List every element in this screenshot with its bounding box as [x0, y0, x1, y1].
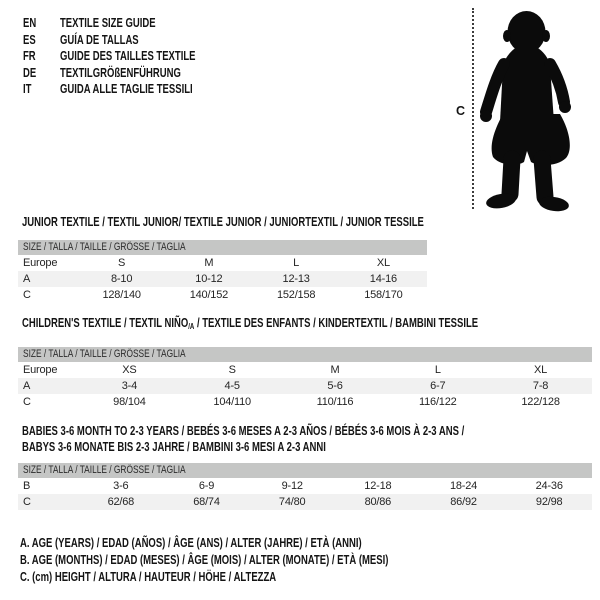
- table-cell: 98/104: [113, 396, 146, 408]
- language-code: DE: [23, 65, 37, 80]
- table-cell: S: [118, 257, 126, 269]
- language-row: [23, 32, 238, 49]
- size-header-text: SIZE / TALLA / TAILLE / GRÖSSE / TAGLIA: [23, 241, 186, 253]
- section-title-text: BABIES 3-6 MONTH TO 2-3 YEARS / BEBÉS 3-6 MESES A 2-3 AÑOS / BÉBÉS 3-6 MOIS À 2-3 ANS /: [22, 424, 465, 438]
- row-label: A: [23, 273, 31, 285]
- row-label: Europe: [23, 364, 58, 376]
- section-title-text: BABYS 3-6 MONATE BIS 2-3 JAHRE / BAMBINI 3-6 MESI A 2-3 ANNI: [22, 440, 326, 454]
- language-row: [23, 81, 238, 98]
- section-title-text: JUNIOR TEXTILE / TEXTIL JUNIOR/ TEXTILE JUNIOR / JUNIORTEXTIL / JUNIOR TESSILE: [22, 215, 424, 229]
- language-code: EN: [23, 16, 37, 30]
- size-header-bar: [18, 347, 592, 362]
- table-cell: 122/128: [521, 396, 560, 408]
- size-table: [18, 478, 592, 510]
- section-title: [22, 214, 551, 230]
- table-cell: 92/98: [535, 496, 563, 508]
- legend-note: [20, 569, 505, 586]
- language-code: IT: [23, 82, 32, 96]
- table-cell: M: [330, 364, 340, 376]
- row-label: C: [23, 496, 31, 508]
- table-cell: 68/74: [193, 496, 220, 508]
- language-title: [60, 32, 163, 49]
- row-label: C: [23, 396, 31, 408]
- language-title-text: TEXTILGRÖßENFÜHRUNG: [60, 65, 181, 80]
- table-cell: 14-16: [369, 273, 397, 285]
- section-title-line: [22, 315, 478, 335]
- language-code: ES: [23, 32, 36, 47]
- table-cell: 86/92: [450, 496, 477, 508]
- table-cell: 3-6: [113, 480, 129, 492]
- table-cell: 110/116: [316, 396, 354, 408]
- section-title: [22, 315, 600, 335]
- section-title-line: [22, 214, 424, 230]
- table-cell: 12-18: [364, 480, 392, 492]
- size-table: [18, 255, 427, 303]
- legend-note-text: C. (cm) HEIGHT / ALTURA / HAUTEUR / HÖHE / ALTEZZA: [20, 570, 277, 584]
- table-row: [18, 494, 592, 510]
- section-title-text: / TEXTILE DES ENFANTS / KINDERTEXTIL / BAMBINI TESSILE: [194, 316, 479, 330]
- legend-note: [20, 552, 505, 569]
- table-cell: L: [293, 257, 300, 269]
- table-cell: 6-7: [430, 380, 446, 392]
- section-title-text: CHILDREN'S TEXTILE / TEXTIL NIÑO: [22, 316, 189, 330]
- language-row: [23, 48, 238, 65]
- table-cell: 24-36: [535, 480, 563, 492]
- language-list: [23, 15, 238, 98]
- legend-notes: [20, 535, 505, 586]
- language-title: [60, 48, 238, 65]
- height-measure-label: C: [456, 104, 466, 118]
- table-cell: 10-12: [195, 273, 223, 285]
- table-cell: XL: [376, 257, 390, 269]
- section-title-text: /A: [188, 322, 195, 331]
- size-header-text: SIZE / TALLA / TAILLE / GRÖSSE / TAGLIA: [23, 348, 186, 360]
- table-cell: 8-10: [111, 273, 133, 285]
- section-title-line: [22, 439, 326, 455]
- size-table: [18, 362, 592, 410]
- table-cell: 62/68: [107, 496, 135, 508]
- table-cell: 74/80: [278, 496, 306, 508]
- table-row: [18, 478, 592, 494]
- table-cell: 12-13: [282, 273, 310, 285]
- table-cell: 5-6: [327, 380, 343, 392]
- table-cell: 104/110: [213, 396, 251, 408]
- table-cell: 7-8: [532, 380, 549, 392]
- size-header-text: SIZE / TALLA / TAILLE / GRÖSSE / TAGLIA: [23, 464, 186, 476]
- row-label: Europe: [23, 257, 58, 269]
- table-cell: 6-9: [198, 480, 215, 492]
- row-label: B: [23, 480, 31, 492]
- language-title: [60, 81, 235, 98]
- table-cell: 9-12: [281, 480, 303, 492]
- language-title-text: GUÍA DE TALLAS: [60, 32, 139, 47]
- language-code: FR: [23, 49, 36, 63]
- table-cell: 140/152: [189, 289, 229, 301]
- language-title-text: GUIDE DES TAILLES TEXTILE: [60, 49, 196, 63]
- language-title: [60, 15, 186, 32]
- baby-silhouette-icon: [478, 4, 590, 214]
- table-cell: 152/158: [276, 289, 316, 301]
- language-title-text: GUIDA ALLE TAGLIE TESSILI: [60, 82, 193, 96]
- table-cell: XL: [534, 364, 548, 376]
- table-row: [18, 287, 427, 303]
- legend-note: [20, 535, 505, 552]
- table-cell: M: [204, 257, 214, 269]
- table-row: [18, 378, 592, 394]
- table-row: [18, 362, 592, 378]
- table-cell: 18-24: [449, 480, 478, 492]
- language-title: [60, 65, 219, 82]
- table-cell: 116/122: [419, 396, 457, 408]
- section-title: [22, 423, 600, 455]
- table-row: [18, 394, 592, 410]
- table-cell: L: [434, 364, 441, 376]
- language-title-text: TEXTILE SIZE GUIDE: [60, 16, 156, 30]
- legend-note-text: A. AGE (YEARS) / EDAD (AÑOS) / ÂGE (ANS) / ALTER (JAHRE) / ETÀ (ANNI): [20, 536, 362, 550]
- table-cell: 80/86: [364, 496, 392, 508]
- table-cell: 158/170: [364, 289, 403, 301]
- row-label: C: [23, 289, 31, 301]
- row-label: A: [23, 380, 31, 392]
- legend-note-text: B. AGE (MONTHS) / EDAD (MESES) / ÂGE (MOIS) / ALTER (MONATE) / ETÀ (MESI): [20, 553, 389, 567]
- table-row: [18, 255, 427, 271]
- table-cell: S: [228, 364, 236, 376]
- table-cell: 4-5: [224, 380, 240, 392]
- table-cell: 128/140: [102, 289, 141, 301]
- language-row: [23, 65, 238, 82]
- table-row: [18, 271, 427, 287]
- size-header-bar: [18, 463, 592, 478]
- size-header-bar: [18, 240, 427, 255]
- table-cell: 3-4: [121, 380, 138, 392]
- height-measure-dotted-line: [472, 8, 474, 209]
- language-row: [23, 15, 238, 32]
- table-cell: XS: [122, 364, 137, 376]
- section-title-line: [22, 423, 464, 439]
